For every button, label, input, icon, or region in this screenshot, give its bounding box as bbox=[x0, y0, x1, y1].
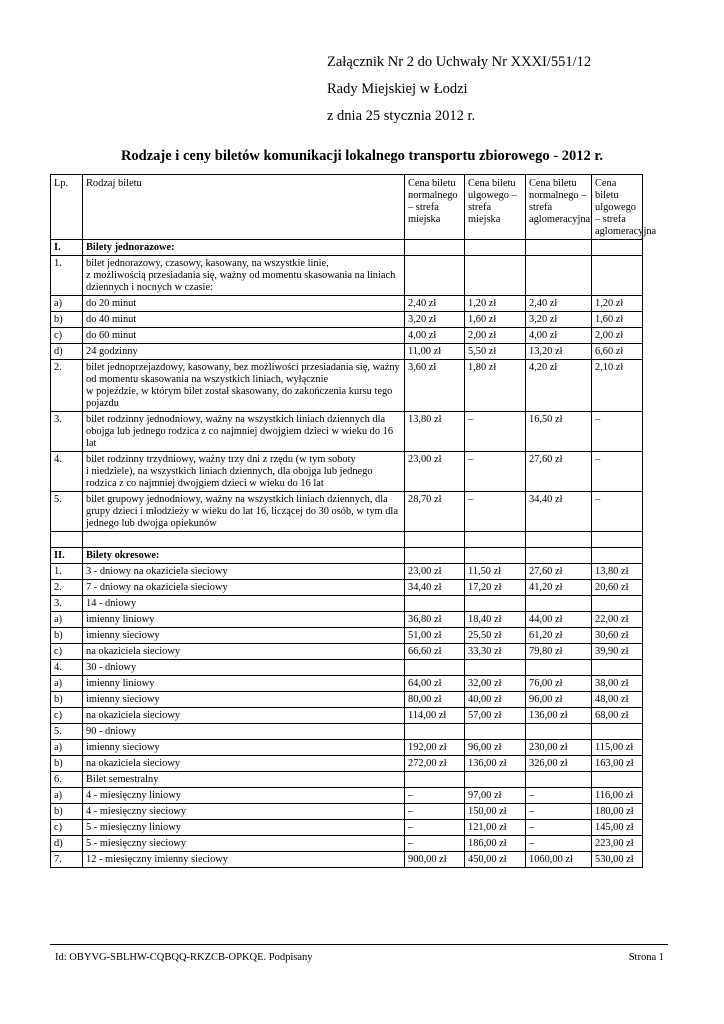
cell-normal-agglomeration: 44,00 zł bbox=[526, 612, 592, 628]
cell-normal-city bbox=[405, 660, 465, 676]
cell-normal-city: – bbox=[405, 804, 465, 820]
cell-reduced-agglomeration: 115,00 zł bbox=[592, 740, 643, 756]
cell-ticket-type: 5 - miesięczny sieciowy bbox=[83, 836, 405, 852]
cell-lp: a) bbox=[51, 612, 83, 628]
cell-reduced-city: 136,00 zł bbox=[465, 756, 526, 772]
table-row bbox=[51, 296, 643, 312]
cell-reduced-city: 18,40 zł bbox=[465, 612, 526, 628]
cell-normal-city: 36,80 zł bbox=[405, 612, 465, 628]
cell-normal-agglomeration: 13,20 zł bbox=[526, 344, 592, 360]
cell-ticket-type: 12 - miesięczny imienny sieciowy bbox=[83, 852, 405, 868]
cell-reduced-city: 32,00 zł bbox=[465, 676, 526, 692]
table-row bbox=[51, 756, 643, 772]
table-row bbox=[51, 804, 643, 820]
cell-reduced-agglomeration: 1,20 zł bbox=[592, 296, 643, 312]
cell-reduced-city bbox=[465, 532, 526, 548]
cell-normal-agglomeration: 2,40 zł bbox=[526, 296, 592, 312]
cell-reduced-agglomeration: 20,60 zł bbox=[592, 580, 643, 596]
cell-normal-city: 28,70 zł bbox=[405, 492, 465, 532]
table-row bbox=[51, 740, 643, 756]
cell-ticket-type: Bilet semestralny bbox=[83, 772, 405, 788]
cell-reduced-city: – bbox=[465, 412, 526, 452]
cell-reduced-agglomeration: 2,00 zł bbox=[592, 328, 643, 344]
cell-lp: c) bbox=[51, 644, 83, 660]
cell-reduced-agglomeration: 48,00 zł bbox=[592, 692, 643, 708]
table-row bbox=[51, 580, 643, 596]
cell-ticket-type: bilet jednorazowy, czasowy, kasowany, na wszystkie linie, z możliwością przesiadania się, ważny od momentu skasowania na liniach dziennych i nocnych w czasie: bbox=[83, 256, 405, 296]
cell-lp: 4. bbox=[51, 660, 83, 676]
cell-normal-city: 23,00 zł bbox=[405, 452, 465, 492]
table-row bbox=[51, 820, 643, 836]
cell-reduced-agglomeration bbox=[592, 256, 643, 296]
cell-lp: b) bbox=[51, 692, 83, 708]
footer-divider bbox=[50, 944, 668, 945]
cell-lp: d) bbox=[51, 836, 83, 852]
cell-lp: b) bbox=[51, 628, 83, 644]
cell-reduced-agglomeration: 530,00 zł bbox=[592, 852, 643, 868]
document-header bbox=[327, 52, 591, 133]
cell-ticket-type: na okaziciela sieciowy bbox=[83, 644, 405, 660]
cell-reduced-agglomeration: – bbox=[592, 452, 643, 492]
cell-normal-city: 13,80 zł bbox=[405, 412, 465, 452]
cell-reduced-city: 1,20 zł bbox=[465, 296, 526, 312]
cell-normal-city: 34,40 zł bbox=[405, 580, 465, 596]
cell-reduced-agglomeration bbox=[592, 724, 643, 740]
cell-ticket-type: Bilety jednorazowe: bbox=[83, 240, 405, 256]
cell-reduced-agglomeration: 39,90 zł bbox=[592, 644, 643, 660]
cell-reduced-city: 121,00 zł bbox=[465, 820, 526, 836]
table-row bbox=[51, 328, 643, 344]
cell-reduced-city: 186,00 zł bbox=[465, 836, 526, 852]
cell-lp: 6. bbox=[51, 772, 83, 788]
cell-ticket-type: na okaziciela sieciowy bbox=[83, 708, 405, 724]
cell-lp: 3. bbox=[51, 412, 83, 452]
cell-reduced-agglomeration: 2,10 zł bbox=[592, 360, 643, 412]
cell-lp: 5. bbox=[51, 492, 83, 532]
table-row bbox=[51, 564, 643, 580]
cell-normal-city bbox=[405, 724, 465, 740]
cell-ticket-type: do 20 minut bbox=[83, 296, 405, 312]
cell-reduced-city: 11,50 zł bbox=[465, 564, 526, 580]
cell-ticket-type: 14 - dniowy bbox=[83, 596, 405, 612]
cell-ticket-type: 24 godzinny bbox=[83, 344, 405, 360]
cell-normal-agglomeration bbox=[526, 240, 592, 256]
cell-normal-city: 80,00 zł bbox=[405, 692, 465, 708]
cell-normal-city: 3,60 zł bbox=[405, 360, 465, 412]
cell-reduced-agglomeration bbox=[592, 772, 643, 788]
column-header-normal-city: Cena biletu normalnego – strefa miejska bbox=[405, 175, 465, 240]
cell-reduced-agglomeration: 163,00 zł bbox=[592, 756, 643, 772]
cell-reduced-agglomeration: 223,00 zł bbox=[592, 836, 643, 852]
cell-reduced-city: 40,00 zł bbox=[465, 692, 526, 708]
cell-reduced-agglomeration: 145,00 zł bbox=[592, 820, 643, 836]
cell-reduced-city: 33,30 zł bbox=[465, 644, 526, 660]
cell-ticket-type: 4 - miesięczny liniowy bbox=[83, 788, 405, 804]
table-row bbox=[51, 660, 643, 676]
cell-reduced-agglomeration: 180,00 zł bbox=[592, 804, 643, 820]
table-row bbox=[51, 692, 643, 708]
cell-normal-agglomeration bbox=[526, 772, 592, 788]
table-row bbox=[51, 360, 643, 412]
cell-reduced-city: 97,00 zł bbox=[465, 788, 526, 804]
cell-ticket-type: imienny liniowy bbox=[83, 612, 405, 628]
cell-reduced-city bbox=[465, 240, 526, 256]
table-body bbox=[51, 240, 643, 868]
cell-normal-city bbox=[405, 256, 465, 296]
cell-normal-agglomeration: 4,20 zł bbox=[526, 360, 592, 412]
cell-reduced-city bbox=[465, 660, 526, 676]
cell-normal-city: 23,00 zł bbox=[405, 564, 465, 580]
cell-ticket-type: imienny sieciowy bbox=[83, 628, 405, 644]
cell-ticket-type: imienny sieciowy bbox=[83, 692, 405, 708]
cell-ticket-type: Bilety okresowe: bbox=[83, 548, 405, 564]
table-row bbox=[51, 612, 643, 628]
cell-lp: b) bbox=[51, 804, 83, 820]
cell-normal-agglomeration: 34,40 zł bbox=[526, 492, 592, 532]
cell-lp: a) bbox=[51, 740, 83, 756]
table-row bbox=[51, 788, 643, 804]
table-row bbox=[51, 708, 643, 724]
table-row bbox=[51, 596, 643, 612]
cell-reduced-city: – bbox=[465, 452, 526, 492]
cell-normal-city: – bbox=[405, 820, 465, 836]
table-row bbox=[51, 852, 643, 868]
cell-lp: 3. bbox=[51, 596, 83, 612]
cell-lp: c) bbox=[51, 820, 83, 836]
cell-reduced-agglomeration: 6,60 zł bbox=[592, 344, 643, 360]
cell-lp: a) bbox=[51, 788, 83, 804]
cell-normal-city bbox=[405, 548, 465, 564]
cell-reduced-city: – bbox=[465, 492, 526, 532]
cell-reduced-agglomeration: – bbox=[592, 492, 643, 532]
cell-ticket-type: bilet grupowy jednodniowy, ważny na wszystkich liniach dziennych, dla grupy dzieci i młodzieży w wieku do lat 16, liczącej do 30 osób, w tym dla jednego lub dwojga opiekunów bbox=[83, 492, 405, 532]
column-header-lp: Lp. bbox=[51, 175, 83, 240]
cell-reduced-city bbox=[465, 548, 526, 564]
table-row bbox=[51, 532, 643, 548]
cell-lp bbox=[51, 532, 83, 548]
cell-lp: b) bbox=[51, 312, 83, 328]
cell-reduced-city: 25,50 zł bbox=[465, 628, 526, 644]
cell-normal-agglomeration bbox=[526, 532, 592, 548]
cell-reduced-city bbox=[465, 772, 526, 788]
table-row bbox=[51, 836, 643, 852]
cell-lp: a) bbox=[51, 676, 83, 692]
cell-reduced-city: 57,00 zł bbox=[465, 708, 526, 724]
cell-lp: c) bbox=[51, 708, 83, 724]
cell-ticket-type bbox=[83, 532, 405, 548]
cell-ticket-type: na okaziciela sieciowy bbox=[83, 756, 405, 772]
cell-ticket-type: 3 - dniowy na okaziciela sieciowy bbox=[83, 564, 405, 580]
cell-normal-agglomeration: 326,00 zł bbox=[526, 756, 592, 772]
section-row bbox=[51, 548, 643, 564]
page-number: Strona 1 bbox=[628, 952, 664, 963]
cell-reduced-city bbox=[465, 256, 526, 296]
cell-ticket-type: imienny liniowy bbox=[83, 676, 405, 692]
cell-reduced-city: 5,50 zł bbox=[465, 344, 526, 360]
ticket-price-table bbox=[50, 174, 657, 868]
cell-normal-agglomeration: 4,00 zł bbox=[526, 328, 592, 344]
cell-normal-city: 4,00 zł bbox=[405, 328, 465, 344]
column-header-reduced-agglomeration: Cena biletu ulgowego – strefa aglomeracyjna bbox=[592, 175, 643, 240]
cell-normal-city: 11,00 zł bbox=[405, 344, 465, 360]
cell-normal-city bbox=[405, 532, 465, 548]
cell-reduced-agglomeration: 13,80 zł bbox=[592, 564, 643, 580]
table-row bbox=[51, 724, 643, 740]
cell-reduced-agglomeration: 38,00 zł bbox=[592, 676, 643, 692]
cell-lp: 2. bbox=[51, 580, 83, 596]
cell-lp: 1. bbox=[51, 256, 83, 296]
cell-normal-city: 64,00 zł bbox=[405, 676, 465, 692]
cell-normal-agglomeration: 79,80 zł bbox=[526, 644, 592, 660]
cell-reduced-agglomeration: 30,60 zł bbox=[592, 628, 643, 644]
cell-ticket-type: do 60 minut bbox=[83, 328, 405, 344]
cell-reduced-city: 1,80 zł bbox=[465, 360, 526, 412]
cell-normal-agglomeration: 61,20 zł bbox=[526, 628, 592, 644]
cell-reduced-city: 96,00 zł bbox=[465, 740, 526, 756]
cell-normal-city: – bbox=[405, 836, 465, 852]
cell-reduced-agglomeration: 116,00 zł bbox=[592, 788, 643, 804]
column-header-normal-agglomeration: Cena biletu normalnego – strefa aglomeracyjna bbox=[526, 175, 592, 240]
cell-normal-agglomeration: 41,20 zł bbox=[526, 580, 592, 596]
cell-reduced-agglomeration bbox=[592, 596, 643, 612]
cell-ticket-type: 7 - dniowy na okaziciela sieciowy bbox=[83, 580, 405, 596]
table-row bbox=[51, 344, 643, 360]
cell-normal-agglomeration: – bbox=[526, 836, 592, 852]
cell-reduced-agglomeration: 22,00 zł bbox=[592, 612, 643, 628]
cell-reduced-agglomeration: – bbox=[592, 412, 643, 452]
table-row bbox=[51, 492, 643, 532]
cell-normal-agglomeration: 230,00 zł bbox=[526, 740, 592, 756]
document-id: Id: OBYVG-SBLHW-CQBQQ-RKZCB-OPKQE. Podpisany bbox=[55, 952, 313, 963]
cell-lp: c) bbox=[51, 328, 83, 344]
header-line-council: Rady Miejskiej w Łodzi bbox=[327, 81, 468, 97]
cell-normal-city bbox=[405, 772, 465, 788]
cell-normal-city: 272,00 zł bbox=[405, 756, 465, 772]
cell-ticket-type: imienny sieciowy bbox=[83, 740, 405, 756]
cell-normal-agglomeration: 27,60 zł bbox=[526, 564, 592, 580]
cell-reduced-agglomeration bbox=[592, 240, 643, 256]
cell-normal-agglomeration: 1060,00 zł bbox=[526, 852, 592, 868]
header-line-resolution: Załącznik Nr 2 do Uchwały Nr XXXI/551/12 bbox=[327, 54, 592, 70]
cell-normal-city: 3,20 zł bbox=[405, 312, 465, 328]
cell-ticket-type: 30 - dniowy bbox=[83, 660, 405, 676]
table-row bbox=[51, 256, 643, 296]
cell-normal-city bbox=[405, 240, 465, 256]
cell-ticket-type: do 40 minut bbox=[83, 312, 405, 328]
cell-lp: II. bbox=[51, 548, 83, 564]
cell-ticket-type: 90 - dniowy bbox=[83, 724, 405, 740]
cell-lp: d) bbox=[51, 344, 83, 360]
table-row bbox=[51, 312, 643, 328]
cell-lp: 4. bbox=[51, 452, 83, 492]
cell-normal-agglomeration bbox=[526, 724, 592, 740]
cell-normal-agglomeration: 16,50 zł bbox=[526, 412, 592, 452]
cell-reduced-agglomeration bbox=[592, 660, 643, 676]
table-row bbox=[51, 412, 643, 452]
cell-normal-agglomeration bbox=[526, 660, 592, 676]
table-header-row bbox=[51, 175, 643, 240]
cell-normal-city bbox=[405, 596, 465, 612]
table-row bbox=[51, 628, 643, 644]
cell-normal-agglomeration: – bbox=[526, 820, 592, 836]
cell-normal-agglomeration: – bbox=[526, 804, 592, 820]
cell-reduced-agglomeration: 1,60 zł bbox=[592, 312, 643, 328]
cell-normal-city: – bbox=[405, 788, 465, 804]
cell-lp: I. bbox=[51, 240, 83, 256]
cell-reduced-city bbox=[465, 596, 526, 612]
cell-normal-agglomeration: 136,00 zł bbox=[526, 708, 592, 724]
cell-reduced-agglomeration: 68,00 zł bbox=[592, 708, 643, 724]
cell-normal-city: 51,00 zł bbox=[405, 628, 465, 644]
cell-reduced-city: 450,00 zł bbox=[465, 852, 526, 868]
cell-lp: 7. bbox=[51, 852, 83, 868]
cell-reduced-agglomeration bbox=[592, 532, 643, 548]
cell-normal-agglomeration: 3,20 zł bbox=[526, 312, 592, 328]
cell-normal-agglomeration bbox=[526, 256, 592, 296]
cell-normal-city: 192,00 zł bbox=[405, 740, 465, 756]
cell-lp: a) bbox=[51, 296, 83, 312]
cell-ticket-type: bilet jednoprzejazdowy, kasowany, bez możliwości przesiadania się, ważny od momentu skasowania na wszystkich liniach, wyłącznie w pojeździe, w którym bilet został skasowany, do zakończenia kursu tego pojazdu bbox=[83, 360, 405, 412]
cell-normal-agglomeration: 96,00 zł bbox=[526, 692, 592, 708]
cell-normal-city: 2,40 zł bbox=[405, 296, 465, 312]
cell-reduced-city: 17,20 zł bbox=[465, 580, 526, 596]
table-row bbox=[51, 644, 643, 660]
cell-reduced-agglomeration bbox=[592, 548, 643, 564]
cell-normal-agglomeration: – bbox=[526, 788, 592, 804]
cell-ticket-type: bilet rodzinny jednodniowy, ważny na wszystkich liniach dziennych dla obojga lub jednego rodzica z co najmniej dwojgiem dzieci w wieku do 16 lat bbox=[83, 412, 405, 452]
cell-reduced-city: 1,60 zł bbox=[465, 312, 526, 328]
page-title: Rodzaje i ceny biletów komunikacji lokalnego transportu zbiorowego - 2012 r. bbox=[120, 148, 604, 164]
cell-normal-city: 900,00 zł bbox=[405, 852, 465, 868]
cell-reduced-city: 150,00 zł bbox=[465, 804, 526, 820]
cell-lp: 5. bbox=[51, 724, 83, 740]
column-header-ticket-type: Rodzaj biletu bbox=[83, 175, 405, 240]
cell-lp: b) bbox=[51, 756, 83, 772]
cell-ticket-type: 4 - miesięczny sieciowy bbox=[83, 804, 405, 820]
section-row bbox=[51, 240, 643, 256]
cell-normal-agglomeration bbox=[526, 596, 592, 612]
table-row bbox=[51, 772, 643, 788]
table-row bbox=[51, 676, 643, 692]
cell-normal-agglomeration bbox=[526, 548, 592, 564]
header-line-date: z dnia 25 stycznia 2012 r. bbox=[327, 108, 476, 124]
cell-lp: 2. bbox=[51, 360, 83, 412]
cell-ticket-type: 5 - miesięczny liniowy bbox=[83, 820, 405, 836]
cell-reduced-city bbox=[465, 724, 526, 740]
column-header-reduced-city: Cena biletu ulgowego – strefa miejska bbox=[465, 175, 526, 240]
cell-normal-agglomeration: 27,60 zł bbox=[526, 452, 592, 492]
table-row bbox=[51, 452, 643, 492]
cell-ticket-type: bilet rodzinny trzydniowy, ważny trzy dni z rzędu (w tym soboty i niedziele), na wszystkich liniach dziennych, dla obojga lub jednego rodzica z co najmniej dwojgiem dzieci w wieku do 16 lat bbox=[83, 452, 405, 492]
cell-reduced-city: 2,00 zł bbox=[465, 328, 526, 344]
cell-lp: 1. bbox=[51, 564, 83, 580]
cell-normal-agglomeration: 76,00 zł bbox=[526, 676, 592, 692]
cell-normal-city: 66,60 zł bbox=[405, 644, 465, 660]
cell-normal-city: 114,00 zł bbox=[405, 708, 465, 724]
